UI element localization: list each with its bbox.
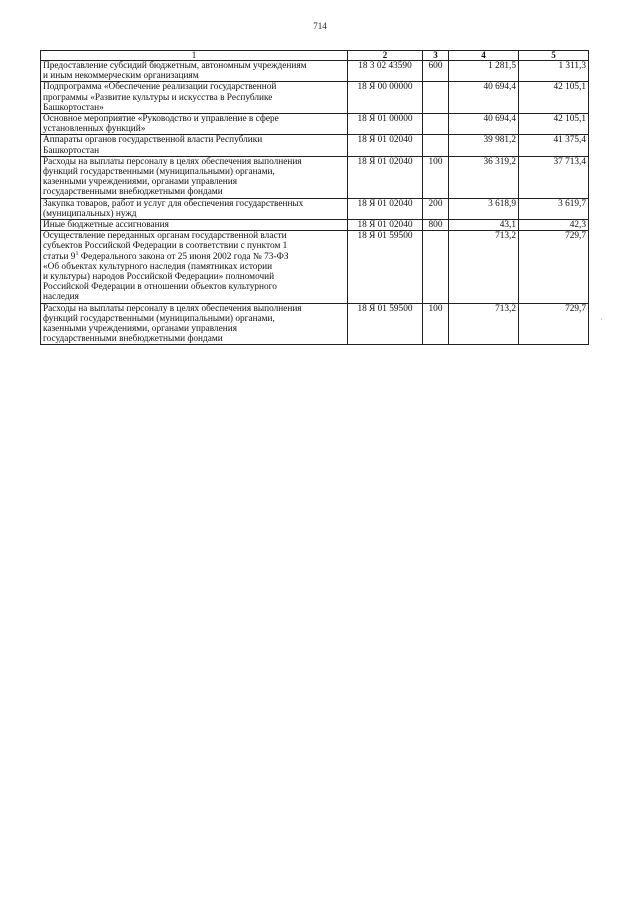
row-value-col4: 43,1 xyxy=(449,220,519,231)
row-value-col4: 1 281,5 xyxy=(449,61,519,82)
header-col-5: 5 xyxy=(519,51,589,61)
row-name-line: субъектов Российской Федерации в соответствии с пунктом 1 xyxy=(43,241,288,252)
row-value-col5: 42,3 xyxy=(519,220,589,231)
row-value-col5: 42 105,1 xyxy=(519,82,589,114)
row-value-col4: 713,2 xyxy=(449,303,519,345)
row-name xyxy=(41,61,348,82)
row-expense-type: 100 xyxy=(423,156,449,198)
table-row xyxy=(41,114,589,135)
row-name-line: Российской Федерации в отношении объектов культурного xyxy=(43,282,277,293)
margin-mark: · xyxy=(600,315,603,324)
row-expense-type: 100 xyxy=(423,303,449,345)
row-expense-type: 600 xyxy=(423,61,449,82)
row-name-line: и иным некоммерческим организациям xyxy=(43,71,199,82)
row-expense-type xyxy=(423,114,449,135)
row-name-line: Аппараты органов государственной власти Республики xyxy=(43,135,263,146)
header-col-2: 2 xyxy=(348,51,423,61)
table-row xyxy=(41,156,589,198)
row-name-line: Башкортостан xyxy=(43,145,100,156)
row-value-col5: 729,7 xyxy=(519,303,589,345)
table-header-row xyxy=(41,51,589,61)
row-name-line: Осуществление переданных органам государственной власти xyxy=(43,231,287,242)
row-code: 18 Я 01 02040 xyxy=(348,220,423,231)
row-name-line: Основное мероприятие «Руководство и управление в сфере xyxy=(43,114,279,125)
row-code: 18 Я 01 02040 xyxy=(348,156,423,198)
row-name-line: функций государственными (муниципальными) органами, xyxy=(43,313,275,324)
row-name-line: Подпрограмма «Обеспечение реализации государственной xyxy=(43,82,277,93)
row-name-line: Расходы на выплаты персоналу в целях обеспечения выполнения xyxy=(43,303,302,314)
row-value-col4: 36 319,2 xyxy=(449,156,519,198)
header-col-3: 3 xyxy=(423,51,449,61)
row-value-col5: 729,7 xyxy=(519,231,589,303)
row-name xyxy=(41,220,348,231)
row-expense-type: 800 xyxy=(423,220,449,231)
row-name xyxy=(41,135,348,156)
row-name-line: программы «Развитие культуры и искусства в Республике xyxy=(43,92,273,103)
row-name-line: казенными учреждениями, органами управления xyxy=(43,324,237,335)
row-name-line: Предоставление субсидий бюджетным, автономным учреждениям xyxy=(43,61,307,71)
row-value-col4: 40 694,4 xyxy=(449,82,519,114)
row-code: 18 3 02 43590 xyxy=(348,61,423,82)
row-name-line: государственными внебюджетными фондами xyxy=(43,334,223,345)
row-name-line: государственными внебюджетными фондами xyxy=(43,187,223,198)
row-name-line: Башкортостан» xyxy=(43,102,104,113)
row-code: 18 Я 01 02040 xyxy=(348,135,423,156)
row-expense-type xyxy=(423,82,449,114)
row-value-col4: 3 618,9 xyxy=(449,198,519,219)
row-name-line: функций государственными (муниципальными) органами, xyxy=(43,167,275,178)
row-value-col5: 37 713,4 xyxy=(519,156,589,198)
row-value-col5: 41 375,4 xyxy=(519,135,589,156)
budget-table xyxy=(40,50,589,345)
table-body xyxy=(41,61,589,345)
row-value-col4: 713,2 xyxy=(449,231,519,303)
row-value-col5: 42 105,1 xyxy=(519,114,589,135)
row-code: 18 Я 01 00000 xyxy=(348,114,423,135)
table-row xyxy=(41,220,589,231)
row-value-col4: 39 981,2 xyxy=(449,135,519,156)
table-row xyxy=(41,61,589,82)
row-name-line: Расходы на выплаты персоналу в целях обеспечения выполнения xyxy=(43,156,302,167)
row-value-col5: 1 311,3 xyxy=(519,61,589,82)
row-name-line: статьи $9^1$ Федерального закона от 25 июня 2002 года № 73-ФЗ xyxy=(43,250,289,262)
table-row xyxy=(41,303,589,345)
header-col-4: 4 xyxy=(449,51,519,61)
row-value-col4: 40 694,4 xyxy=(449,114,519,135)
row-name-line: казенными учреждениями, органами управления xyxy=(43,177,237,188)
row-name xyxy=(41,82,348,114)
row-name-line: Закупка товаров, работ и услуг для обеспечения государственных xyxy=(43,198,304,209)
row-expense-type xyxy=(423,135,449,156)
header-col-1: 1 xyxy=(41,51,348,61)
row-name xyxy=(41,114,348,135)
table-row xyxy=(41,135,589,156)
row-name xyxy=(41,303,348,345)
row-name xyxy=(41,156,348,198)
row-name-line: «Об объектах культурного наследия (памятниках истории xyxy=(43,261,273,272)
row-name xyxy=(41,231,348,303)
row-code: 18 Я 01 59500 xyxy=(348,231,423,303)
row-name-line: установленных функций» xyxy=(43,124,146,135)
row-expense-type: 200 xyxy=(423,198,449,219)
page-number: 714 xyxy=(313,21,327,31)
row-code: 18 Я 01 02040 xyxy=(348,198,423,219)
table-row xyxy=(41,198,589,219)
row-name-line: Иные бюджетные ассигнования xyxy=(43,220,169,231)
table-row xyxy=(41,82,589,114)
row-value-col5: 3 619,7 xyxy=(519,198,589,219)
table-row xyxy=(41,231,589,303)
row-name-line: (муниципальных) нужд xyxy=(43,208,137,219)
row-code: 18 Я 01 59500 xyxy=(348,303,423,345)
row-name-line: и культуры) народов Российской Федерации» полномочий xyxy=(43,272,275,283)
row-code: 18 Я 00 00000 xyxy=(348,82,423,114)
row-name xyxy=(41,198,348,219)
row-expense-type xyxy=(423,231,449,303)
row-name-line: наследия xyxy=(43,292,79,303)
